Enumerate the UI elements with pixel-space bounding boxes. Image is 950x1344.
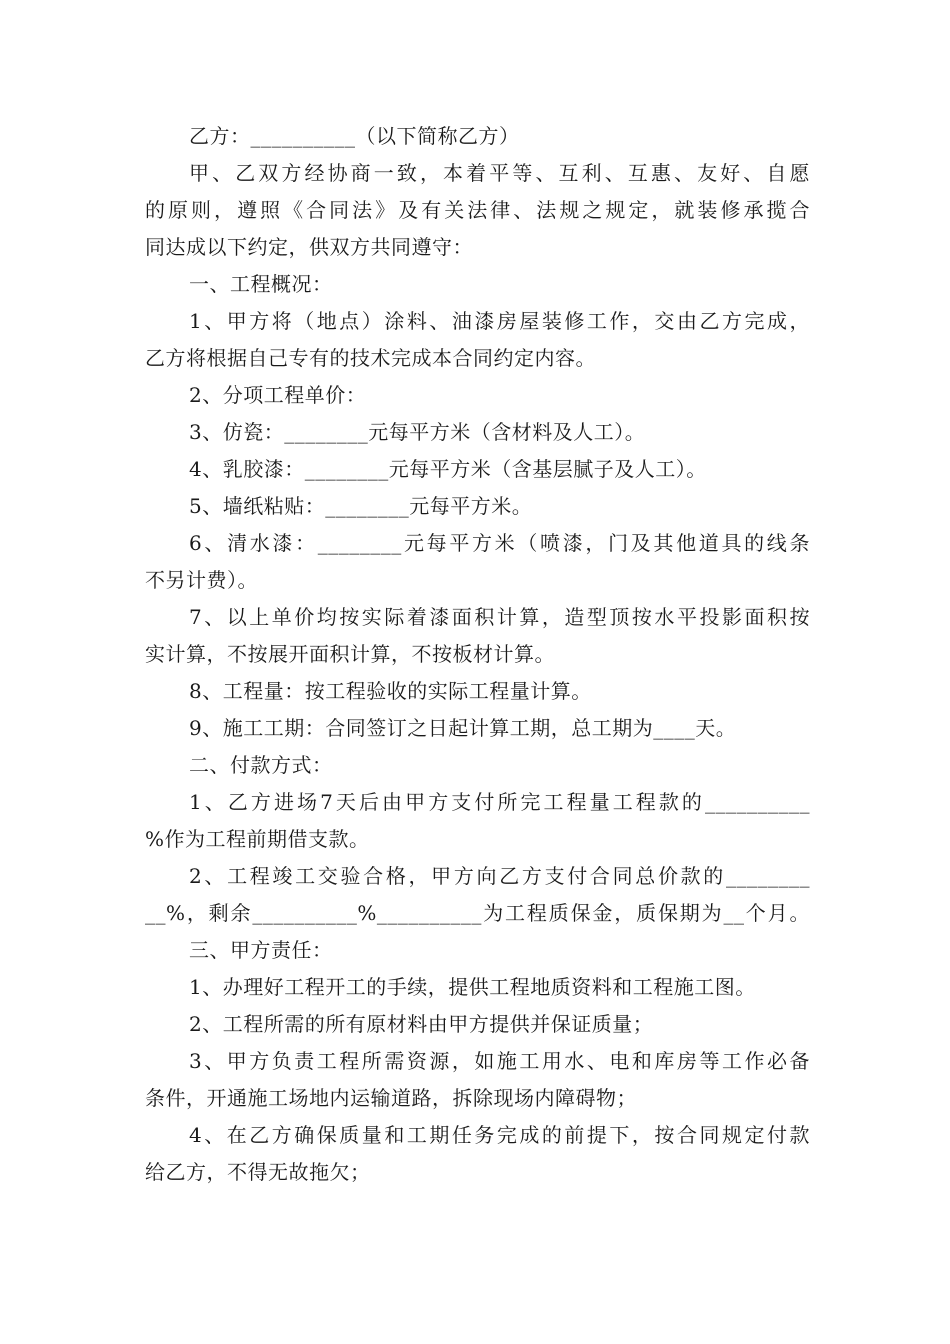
contract-text-line: 3、甲方负责工程所需资源，如施工用水、电和库房等工作必备	[189, 1049, 810, 1073]
contract-text-line: 不另计费）。	[145, 568, 258, 592]
contract-text-line: 甲、乙双方经协商一致，本着平等、互利、互惠、友好、自愿	[189, 161, 810, 185]
contract-text-line: 5、墙纸粘贴：________元每平方米。	[189, 494, 533, 518]
contract-text-line: 3、仿瓷：________元每平方米（含材料及人工）。	[189, 420, 646, 444]
contract-text-line: 9、施工工期：合同签订之日起计算工期，总工期为____天。	[189, 716, 737, 740]
contract-text-line: 7、以上单价均按实际着漆面积计算，造型顶按水平投影面积按	[189, 605, 810, 629]
contract-text-line: 1、甲方将（地点）涂料、油漆房屋装修工作，交由乙方完成，	[189, 309, 810, 333]
contract-text-line: __%，剩余__________%__________为工程质保金，质保期为__个月。	[145, 901, 810, 925]
contract-text-line: 三、甲方责任：	[189, 938, 333, 962]
contract-text-line: 4、乳胶漆：________元每平方米（含基层腻子及人工）。	[189, 457, 707, 481]
contract-text-line: 2、工程竣工交验合格，甲方向乙方支付合同总价款的________	[189, 864, 810, 888]
contract-text-line: 乙方将根据自己专有的技术完成本合同约定内容。	[145, 346, 596, 370]
contract-page	[145, 118, 810, 1191]
contract-text-line: 2、工程所需的所有原材料由甲方提供并保证质量；	[189, 1012, 654, 1036]
contract-text-line: 二、付款方式：	[189, 753, 333, 777]
contract-text-line: 4、在乙方确保质量和工期任务完成的前提下，按合同规定付款	[189, 1123, 810, 1147]
contract-text-line: 的原则，遵照《合同法》及有关法律、法规之规定，就装修承揽合	[145, 198, 810, 222]
contract-text-line: 乙方：__________（以下简称乙方）	[189, 124, 520, 148]
contract-text-line: 1、乙方进场7天后由甲方支付所完工程量工程款的__________	[189, 790, 810, 814]
contract-text-line: 2、分项工程单价：	[189, 383, 367, 407]
contract-text-line: %作为工程前期借支款。	[145, 827, 370, 851]
contract-text-line: 一、工程概况：	[189, 272, 333, 296]
contract-text-line: 同达成以下约定，供双方共同遵守：	[145, 235, 473, 259]
contract-text-line: 1、办理好工程开工的手续，提供工程地质资料和工程施工图。	[189, 975, 756, 999]
contract-text-line: 6、清水漆：________元每平方米（喷漆，门及其他道具的线条	[189, 531, 810, 555]
contract-text-line: 实计算，不按展开面积计算，不按板材计算。	[145, 642, 555, 666]
contract-text-line: 8、工程量：按工程验收的实际工程量计算。	[189, 679, 592, 703]
contract-text-line: 给乙方，不得无故拖欠；	[145, 1160, 371, 1184]
contract-text-line: 条件，开通施工场地内运输道路，拆除现场内障碍物；	[145, 1086, 637, 1110]
